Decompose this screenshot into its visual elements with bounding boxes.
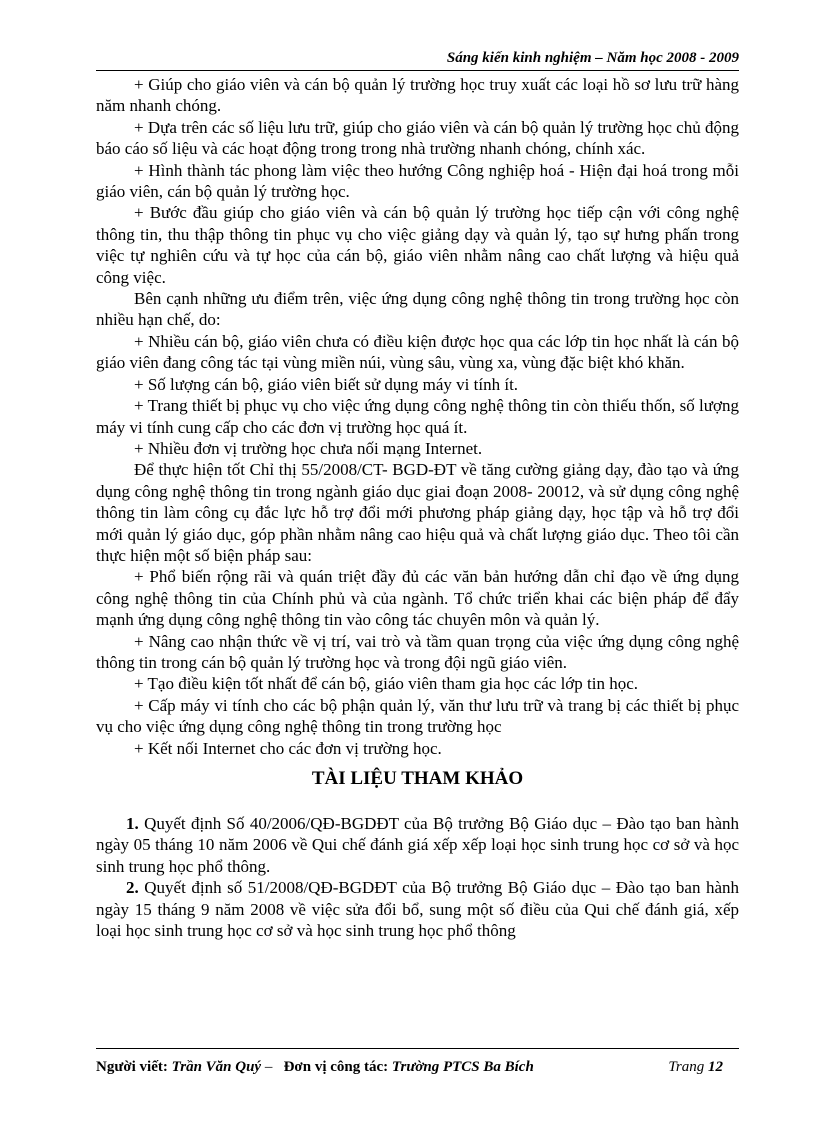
- paragraph: + Bước đầu giúp cho giáo viên và cán bộ quản lý trường học tiếp cận với công nghệ thông tin, thu thập thông tin phục vụ cho việc giảng dạy và quản lý, tạo sự hưng phấn trong việc tự nghiên cứu và tự học của cán bộ, giáo viên nhằm nâng cao chất lượng và hiệu quả công việc.: [96, 203, 739, 287]
- paragraph: + Số lượng cán bộ, giáo viên biết sử dụng máy vi tính ít.: [134, 374, 519, 394]
- reference-item: [96, 877, 739, 941]
- paragraph: + Hình thành tác phong làm việc theo hướng Công nghiệp hoá - Hiện đại hoá trong mỗi giáo viên, cán bộ quản lý trường học.: [96, 160, 739, 202]
- paragraph: + Nâng cao nhận thức về vị trí, vai trò và tầm quan trọng của việc ứng dụng công nghệ thông tin trong cán bộ quản lý trường học và trong đội ngũ giáo viên.: [96, 631, 739, 672]
- document-body: [96, 74, 739, 941]
- paragraph: + Dựa trên các số liệu lưu trữ, giúp cho giáo viên và cán bộ quản lý trường học chủ động báo cáo số liệu và các hoạt động trong trong nhà trường nhanh chóng, chính xác.: [96, 117, 739, 159]
- reference-text: Quyết định Số 40/2006/QĐ-BGDĐT của Bộ trưởng Bộ Giáo dục – Đào tạo ban hành ngày 05 tháng 10 năm 2006 về Qui chế đánh giá xếp xếp loại học sinh trung học cơ sở và học sinh trung học phổ thông.: [96, 814, 740, 876]
- reference-number: 2.: [126, 878, 139, 898]
- header-title: Sáng kiến kinh nghiệm – Năm học 2008 - 2009: [446, 50, 739, 66]
- reference-item: [96, 813, 739, 877]
- page-indicator: [668, 1057, 723, 1077]
- unit-name: Trường PTCS Ba Bích: [391, 1059, 534, 1075]
- footer-separator: –: [264, 1059, 273, 1075]
- page-number: 12: [708, 1059, 723, 1075]
- paragraph: + Cấp máy vi tính cho các bộ phận quản lý, văn thư lưu trữ và trang bị các thiết bị phục vụ cho việc ứng dụng công nghệ thông tin trong trường học: [96, 695, 739, 737]
- author-label: Người viết:: [96, 1059, 168, 1075]
- paragraph: + Tạo điều kiện tốt nhất để cán bộ, giáo viên tham gia học các lớp tin học.: [134, 674, 639, 694]
- paragraph: + Kết nối Internet cho các đơn vị trường học.: [134, 738, 442, 758]
- page-footer: [96, 1048, 739, 1077]
- paragraph: + Phổ biến rộng rãi và quán triệt đầy đủ các văn bản hướng dẫn chỉ đạo về ứng dụng công nghệ thông tin của Chính phủ và của ngành. Tổ chức triển khai các biện pháp để đẩy mạnh ứng dụng công nghệ thông tin vào công tác chuyên môn và quản lý.: [96, 567, 739, 630]
- paragraph: Bên cạnh những ưu điểm trên, việc ứng dụng công nghệ thông tin trong trường học còn nhiều hạn chế, do:: [96, 289, 739, 330]
- paragraph: Để thực hiện tốt Chỉ thị 55/2008/CT- BGD-ĐT về tăng cường giảng dạy, đào tạo và ứng dụng công nghệ thông tin trong ngành giáo dục giai đoạn 2008- 20012, và sử dụng công nghệ thông tin làm công cụ đắc lực hỗ trợ đổi mới phương pháp giảng dạy, học tập và hỗ trợ đổi mới quản lý giáo dục, góp phần nhằm nâng cao hiệu quả và chất lượng giáo dục. Theo tôi cần thực hiện một số biện pháp sau:: [96, 460, 739, 565]
- page-header: [96, 48, 739, 71]
- paragraph: + Nhiều cán bộ, giáo viên chưa có điều kiện được học qua các lớp tin học nhất là cán bộ giáo viên đang công tác tại vùng miền núi, vùng sâu, vùng xa, vùng đặc biệt khó khăn.: [96, 331, 739, 373]
- author-name: Trần Văn Quý: [171, 1059, 262, 1075]
- reference-text: Quyết định số 51/2008/QĐ-BGDĐT của Bộ trưởng Bộ Giáo dục – Đào tạo ban hành ngày 15 tháng 9 năm 2008 về việc sửa đổi bổ, sung một số điều của Qui chế đánh giá, xếp loại học sinh trung học cơ sở và học sinh trung học phổ thông: [96, 878, 740, 941]
- reference-number: 1.: [126, 814, 139, 833]
- paragraph: + Trang thiết bị phục vụ cho việc ứng dụng công nghệ thông tin còn thiếu thốn, số lượng máy vi tính cung cấp cho các đơn vị trường học quá ít.: [96, 396, 739, 437]
- unit-label: Đơn vị công tác:: [283, 1059, 389, 1075]
- paragraph: + Nhiều đơn vị trường học chưa nối mạng Internet.: [134, 438, 483, 458]
- paragraph: + Giúp cho giáo viên và cán bộ quản lý trường học truy xuất các loại hồ sơ lưu trữ hàng năm nhanh chóng.: [96, 75, 739, 116]
- page-label: Trang: [668, 1059, 705, 1075]
- references-title: TÀI LIỆU THAM KHẢO: [311, 768, 524, 789]
